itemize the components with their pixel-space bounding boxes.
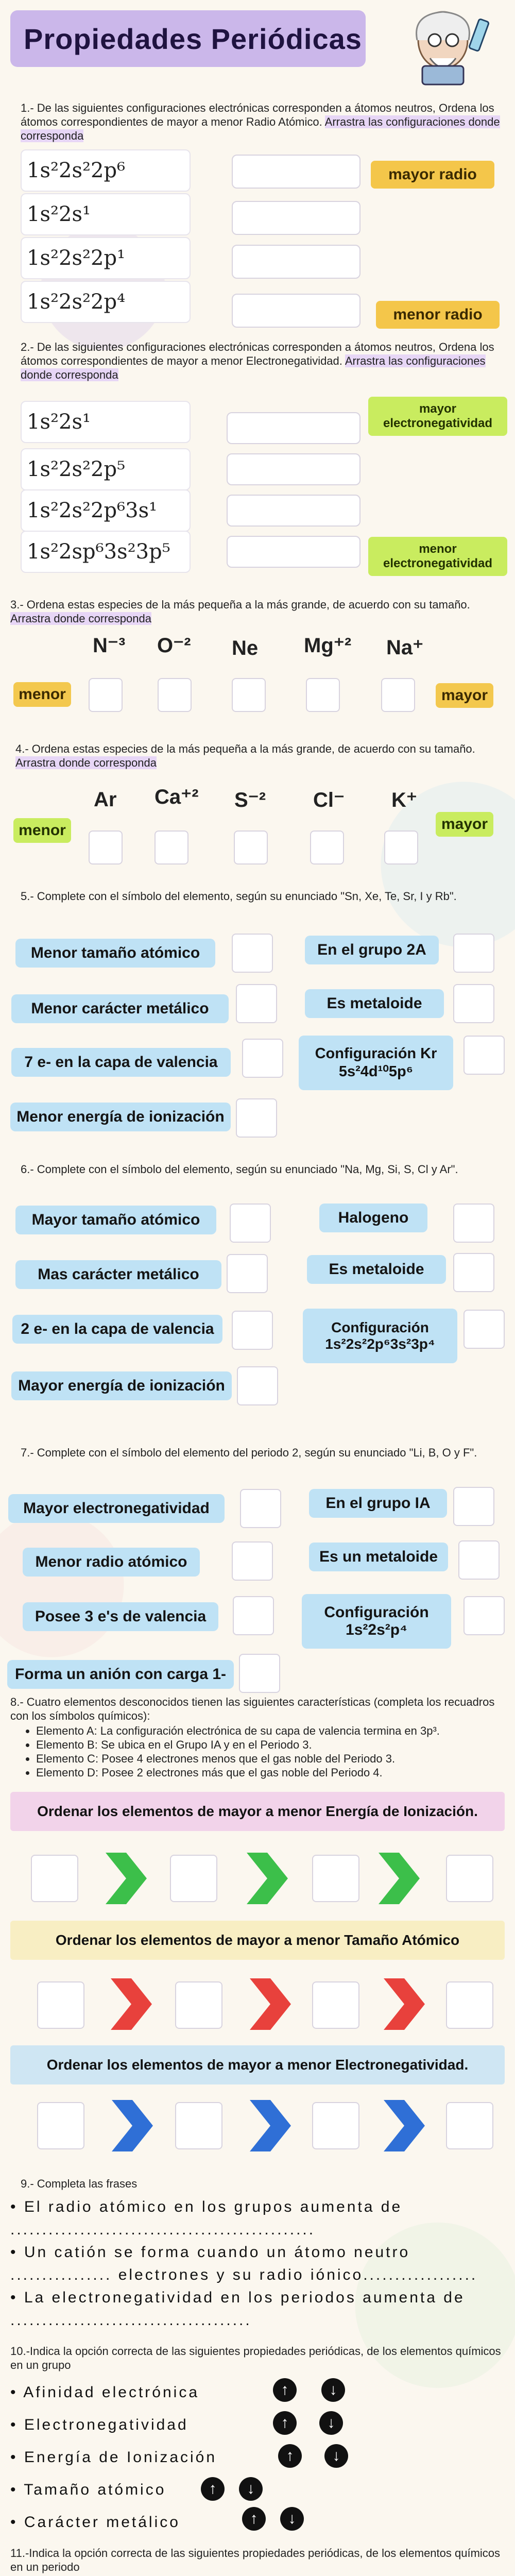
property-label: • Afinidad electrónica — [10, 2384, 200, 2401]
species-item[interactable]: O⁻² — [157, 634, 191, 657]
q4-instruction: 4.- Ordena estas especies de la más pequeña a la más grande, de acuerdo con su tamaño. Arrastra donde corresponda — [15, 742, 475, 769]
arrow-up-icon[interactable]: ↑ — [242, 2507, 266, 2531]
statement-label: Mayor energía de ionización — [11, 1371, 232, 1400]
order-banner: Ordenar los elementos de mayor a menor Electronegatividad. — [10, 2045, 505, 2084]
title-banner — [10, 10, 366, 67]
drop-square[interactable] — [381, 678, 415, 712]
species-item[interactable]: Cl⁻ — [313, 789, 345, 811]
property-label: • Tamaño atómico — [10, 2481, 166, 2498]
order-banner: Ordenar los elementos de mayor a menor Energía de Ionización. — [10, 1792, 505, 1831]
statement-label: Forma un anión con carga 1- — [7, 1660, 234, 1689]
drop-square[interactable] — [384, 831, 418, 865]
bottom-label: menor radio — [376, 301, 500, 329]
drop-zone[interactable] — [232, 294, 360, 328]
drop-square[interactable] — [234, 831, 268, 865]
drop-zone[interactable] — [232, 201, 360, 235]
drop-zone[interactable] — [227, 453, 360, 485]
drop-zone[interactable] — [232, 245, 360, 279]
statement-label: Es un metaloide — [309, 1543, 448, 1571]
species-item[interactable]: Ne — [232, 637, 259, 659]
page-title: Propiedades Periódicas — [24, 22, 362, 55]
statement-label: Es metaloide — [305, 989, 444, 1018]
answer-box[interactable] — [237, 1366, 278, 1405]
statement-label: Mayor electronegatividad — [8, 1494, 225, 1523]
statement-label: Mayor tamaño atómico — [15, 1206, 216, 1234]
drop-zone[interactable] — [227, 412, 360, 444]
arrow-down-icon[interactable]: ↓ — [319, 2411, 343, 2435]
chevron-right-icon — [381, 2100, 427, 2151]
statement-label: En el grupo 2A — [305, 936, 439, 964]
answer-box[interactable] — [175, 1981, 222, 2029]
species-item[interactable]: Ar — [94, 788, 117, 811]
q10-instruction: 10.-Indica la opción correcta de las siguientes propiedades periódicas, de los elementos químicos en un grupo — [10, 2345, 501, 2371]
species-item[interactable]: Ca⁺² — [154, 786, 199, 808]
answer-box[interactable] — [312, 1855, 359, 1902]
statement-label: Menor tamaño atómico — [15, 939, 215, 968]
statement-label: Menor carácter metálico — [11, 994, 229, 1023]
answer-box[interactable] — [37, 1981, 84, 2029]
drop-zone[interactable] — [227, 536, 360, 568]
statement-label: 2 e- en la capa de valencia — [12, 1315, 222, 1344]
draggable-config[interactable]: 1s²2s²2p⁶ — [21, 149, 191, 192]
q9-sentences — [10, 2196, 505, 2332]
draggable-config[interactable]: 1s²2s²2p⁵ — [21, 448, 191, 490]
q1-instruction: 1.- De las siguientes configuraciones electrónicas corresponden a átomos neutros, Ordena los átomos correspondientes de mayor a menor Radio Atómico. Arrastra las configuraciones donde corresponda — [21, 101, 500, 142]
drop-zone[interactable] — [227, 495, 360, 527]
arrow-down-icon[interactable]: ↓ — [280, 2507, 304, 2531]
statement-label: Menor energía de ionización — [10, 1103, 231, 1131]
statement-label: Menor radio atómico — [23, 1548, 200, 1577]
q10-items — [10, 2376, 217, 2538]
answer-box[interactable] — [458, 1540, 500, 1580]
species-item[interactable]: Mg⁺² — [304, 634, 352, 657]
statement-label: Halogeno — [319, 1204, 427, 1232]
fill-sentence[interactable]: • El radio atómico en los grupos aumenta de ................................................ — [10, 2198, 403, 2238]
answer-box[interactable] — [233, 1596, 274, 1635]
answer-box[interactable] — [175, 2102, 222, 2149]
right-label: mayor — [436, 683, 493, 708]
q8-bullets — [36, 1724, 500, 1780]
draggable-config[interactable]: 1s²2s²2p¹ — [21, 237, 191, 279]
arrow-up-icon[interactable]: ↑ — [273, 2378, 297, 2402]
q2-instruction: 2.- De las siguientes configuraciones electrónicas corresponden a átomos neutros, Ordena los átomos correspondientes de mayor a menor Electronegatividad. Arrastra las configuraciones donde corresponda — [21, 341, 494, 381]
scientist-mascot-icon — [402, 4, 505, 87]
answer-box[interactable] — [312, 2102, 359, 2149]
species-item[interactable]: Na⁺ — [386, 636, 424, 659]
statement-label: Posee 3 e's de valencia — [23, 1602, 218, 1631]
top-label: mayor electronegatividad — [368, 397, 507, 436]
chevron-right-icon — [247, 2100, 294, 2151]
right-label: mayor — [436, 812, 493, 837]
arrow-up-icon[interactable]: ↑ — [273, 2411, 297, 2435]
statement-label: Configuración 1s²2s²p⁴ — [302, 1594, 451, 1649]
answer-box[interactable] — [453, 1253, 494, 1292]
property-label: • Carácter metálico — [10, 2514, 180, 2531]
answer-box[interactable] — [446, 2102, 493, 2149]
list-item: • Elemento C: Posee 4 electrones menos que el gas noble del Periodo 3. — [36, 1752, 500, 1766]
answer-box[interactable] — [232, 1541, 273, 1581]
drop-square[interactable] — [154, 831, 188, 865]
statement-label: Configuración Kr 5s²4d¹⁰5p⁶ — [299, 1036, 453, 1090]
list-item: • Elemento A: La configuración electrónica de su capa de valencia termina en 3p³. — [36, 1724, 500, 1738]
drop-square[interactable] — [158, 678, 192, 712]
statement-label: 7 e- en la capa de valencia — [11, 1048, 231, 1077]
answer-box[interactable] — [240, 1489, 281, 1528]
draggable-config[interactable]: 1s²2s¹ — [21, 401, 191, 443]
q5-instruction: 5.- Complete con el símbolo del elemento, según su enunciado "Sn, Xe, Te, Sr, I y Rb". — [21, 890, 457, 903]
species-item[interactable]: N⁻³ — [93, 634, 126, 657]
draggable-config[interactable]: 1s²2s¹ — [21, 193, 191, 235]
answer-box[interactable] — [31, 1855, 78, 1902]
drop-zone[interactable] — [232, 155, 360, 189]
answer-box[interactable] — [464, 1310, 505, 1349]
answer-box[interactable] — [232, 1311, 273, 1350]
chevron-right-icon — [108, 1978, 154, 2030]
statement-label: En el grupo IA — [309, 1489, 447, 1518]
answer-box[interactable] — [453, 1487, 494, 1526]
arrow-up-icon[interactable]: ↑ — [201, 2477, 225, 2501]
q8-instruction: 8.- Cuatro elementos desconocidos tienen las siguientes características (completa los recuadros con los símbolos químicos): — [10, 1696, 495, 1722]
chevron-right-icon — [103, 1853, 149, 1904]
answer-box[interactable] — [232, 934, 273, 973]
list-item: • Elemento B: Se ubica en el Grupo IA y en el Periodo 3. — [36, 1738, 500, 1752]
arrow-down-icon[interactable]: ↓ — [324, 2444, 348, 2468]
answer-box[interactable] — [464, 1036, 505, 1075]
drop-square[interactable] — [89, 678, 123, 712]
answer-box[interactable] — [453, 934, 494, 973]
drop-square[interactable] — [89, 831, 123, 865]
answer-box[interactable] — [446, 1981, 493, 2029]
property-label: • Electronegatividad — [10, 2416, 188, 2433]
left-label: menor — [13, 682, 71, 707]
arrow-down-icon[interactable]: ↓ — [239, 2477, 263, 2501]
drop-square[interactable] — [306, 678, 340, 712]
q6-instruction: 6.- Complete con el símbolo del elemento, según su enunciado "Na, Mg, Si, S, Cl y Ar". — [21, 1163, 458, 1176]
answer-box[interactable] — [170, 1855, 217, 1902]
order-banner: Ordenar los elementos de mayor a menor Tamaño Atómico — [10, 1921, 505, 1960]
chevron-right-icon — [109, 2100, 156, 2151]
answer-box[interactable] — [37, 2102, 84, 2149]
answer-box[interactable] — [236, 984, 277, 1023]
fill-sentence[interactable]: • La electronegatividad en los periodos aumenta de ...................................... — [10, 2289, 465, 2329]
draggable-config[interactable]: 1s²2s²2p⁶3s¹ — [21, 489, 191, 532]
answer-box[interactable] — [227, 1254, 268, 1293]
answer-box[interactable] — [242, 1039, 283, 1078]
chevron-right-icon — [381, 1978, 427, 2030]
answer-box[interactable] — [446, 1855, 493, 1902]
answer-box[interactable] — [464, 1596, 505, 1635]
top-label: mayor radio — [371, 161, 494, 189]
chevron-right-icon — [376, 1853, 422, 1904]
chevron-right-icon — [247, 1978, 294, 2030]
answer-box[interactable] — [239, 1654, 280, 1693]
statement-label: Mas carácter metálico — [15, 1260, 221, 1289]
left-label: menor — [13, 818, 71, 843]
property-label: • Energía de Ionización — [10, 2449, 217, 2466]
drop-square[interactable] — [310, 831, 344, 865]
answer-box[interactable] — [230, 1204, 271, 1243]
list-item: • Elemento D: Posee 2 electrones más que el gas noble del Periodo 4. — [36, 1766, 500, 1780]
chevron-right-icon — [244, 1853, 290, 1904]
answer-box[interactable] — [453, 984, 494, 1023]
species-item[interactable]: K⁺ — [391, 789, 417, 811]
arrow-up-icon[interactable]: ↑ — [278, 2444, 302, 2468]
draggable-config[interactable]: 1s²2sp⁶3s²3p⁵ — [21, 531, 191, 573]
statement-label: Es metaloide — [307, 1255, 446, 1284]
q9-instruction: 9.- Completa las frases — [21, 2177, 138, 2190]
fill-sentence[interactable]: • Un catión se forma cuando un átomo neutro ................ electrones y su radio iónico.................. — [10, 2244, 478, 2283]
answer-box[interactable] — [236, 1098, 277, 1138]
q7-instruction: 7.- Complete con el símbolo del elemento del periodo 2, según su enunciado "Li, B, O y F". — [21, 1446, 477, 1459]
arrow-down-icon[interactable]: ↓ — [321, 2378, 345, 2402]
answer-box[interactable] — [312, 1981, 359, 2029]
statement-label: Configuración 1s²2s²2p⁶3s²3p⁴ — [303, 1309, 457, 1363]
answer-box[interactable] — [453, 1204, 494, 1243]
bottom-label: menor electronegatividad — [368, 537, 507, 576]
drop-square[interactable] — [232, 678, 266, 712]
draggable-config[interactable]: 1s²2s²2p⁴ — [21, 281, 191, 323]
q3-instruction: 3.- Ordena estas especies de la más pequeña a la más grande, de acuerdo con su tamaño. Arrastra donde corresponda — [10, 598, 470, 625]
q11-instruction: 11.-Indica la opción correcta de las siguientes propiedades periódicas, de los elementos químicos en un periodo — [10, 2547, 501, 2573]
species-item[interactable]: S⁻² — [234, 789, 266, 811]
